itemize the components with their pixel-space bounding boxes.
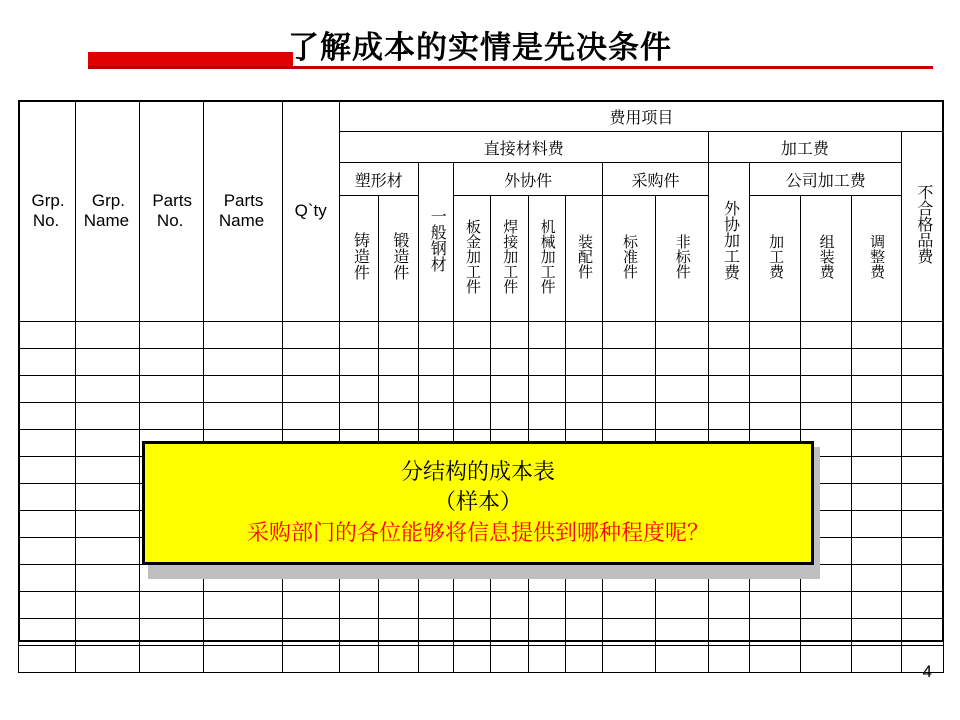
callout-line-1: 分结构的成本表 xyxy=(400,459,555,485)
cell[interactable] xyxy=(708,403,750,430)
cell[interactable] xyxy=(902,592,944,619)
cell[interactable] xyxy=(139,403,203,430)
cell[interactable] xyxy=(418,592,453,619)
cell[interactable] xyxy=(708,322,750,349)
header-welding-parts-label: 焊接加工件 xyxy=(501,218,519,294)
cell[interactable] xyxy=(76,484,140,511)
cell[interactable] xyxy=(379,646,419,673)
cell[interactable] xyxy=(800,592,851,619)
cell[interactable] xyxy=(656,376,709,403)
table-row[interactable] xyxy=(19,646,944,673)
cell[interactable] xyxy=(851,565,902,592)
cell[interactable] xyxy=(379,403,419,430)
cell[interactable] xyxy=(528,646,565,673)
col-grp-no-line2: No. xyxy=(32,211,60,230)
cell[interactable] xyxy=(603,619,656,646)
header-casting-parts-label: 铸造件 xyxy=(351,232,369,280)
cell[interactable] xyxy=(750,376,801,403)
header-sheet-metal-parts-label: 板金加工件 xyxy=(463,218,481,294)
header-machining-parts xyxy=(528,196,565,322)
cell[interactable] xyxy=(379,592,419,619)
cell[interactable] xyxy=(603,376,656,403)
cell[interactable] xyxy=(800,619,851,646)
cell[interactable] xyxy=(491,322,528,349)
cell[interactable] xyxy=(19,565,76,592)
cell[interactable] xyxy=(19,511,76,538)
cell[interactable] xyxy=(603,646,656,673)
cell[interactable] xyxy=(528,349,565,376)
cell[interactable] xyxy=(603,403,656,430)
cell[interactable] xyxy=(76,538,140,565)
cell[interactable] xyxy=(491,619,528,646)
cell[interactable] xyxy=(902,376,944,403)
col-grp-no xyxy=(19,101,76,322)
cell[interactable] xyxy=(203,619,282,646)
table-row[interactable] xyxy=(19,376,944,403)
header-general-steel-label: 一般钢材 xyxy=(428,207,446,272)
cell[interactable] xyxy=(76,619,140,646)
cell[interactable] xyxy=(565,619,602,646)
col-qty xyxy=(282,101,339,322)
cell[interactable] xyxy=(851,349,902,376)
cell[interactable] xyxy=(708,592,750,619)
header-assembly-parts xyxy=(565,196,602,322)
cell[interactable] xyxy=(750,646,801,673)
col-parts-no-line2: No. xyxy=(156,211,184,230)
callout-box xyxy=(142,441,814,565)
cell[interactable] xyxy=(800,349,851,376)
cell[interactable] xyxy=(851,403,902,430)
cell[interactable] xyxy=(528,376,565,403)
cell[interactable] xyxy=(203,403,282,430)
table-row[interactable] xyxy=(19,322,944,349)
cell[interactable] xyxy=(282,322,339,349)
cell[interactable] xyxy=(76,646,140,673)
cell[interactable] xyxy=(339,322,379,349)
cell[interactable] xyxy=(750,322,801,349)
col-parts-no xyxy=(139,101,203,322)
cell[interactable] xyxy=(902,349,944,376)
cell[interactable] xyxy=(603,349,656,376)
cell[interactable] xyxy=(800,322,851,349)
cell[interactable] xyxy=(800,403,851,430)
header-nonstandard-parts-label: 非标件 xyxy=(673,233,691,279)
cell[interactable] xyxy=(453,619,490,646)
col-grp-name-line2: Name xyxy=(83,211,130,230)
table-row[interactable] xyxy=(19,619,944,646)
cell[interactable] xyxy=(603,592,656,619)
cell[interactable] xyxy=(851,430,902,457)
cell[interactable] xyxy=(418,322,453,349)
header-adjustment-fee xyxy=(851,196,902,322)
header-plastic-material: 塑形材 xyxy=(339,163,418,196)
cell[interactable] xyxy=(528,403,565,430)
col-grp-name xyxy=(76,101,140,322)
table-row[interactable] xyxy=(19,349,944,376)
cell[interactable] xyxy=(528,322,565,349)
cell[interactable] xyxy=(656,646,709,673)
cell[interactable] xyxy=(139,322,203,349)
col-parts-no-line1: Parts xyxy=(152,191,192,210)
cell[interactable] xyxy=(565,403,602,430)
cell[interactable] xyxy=(902,457,944,484)
cell[interactable] xyxy=(851,322,902,349)
col-grp-no-line1: Grp. xyxy=(31,191,65,210)
cell[interactable] xyxy=(19,484,76,511)
cell[interactable] xyxy=(339,376,379,403)
header-casting-parts xyxy=(339,196,379,322)
cell[interactable] xyxy=(379,349,419,376)
cost-table xyxy=(18,100,944,673)
cell[interactable] xyxy=(282,403,339,430)
cell[interactable] xyxy=(491,592,528,619)
cell[interactable] xyxy=(339,646,379,673)
cell[interactable] xyxy=(76,592,140,619)
cell[interactable] xyxy=(453,322,490,349)
cell[interactable] xyxy=(902,322,944,349)
cell[interactable] xyxy=(565,376,602,403)
cell[interactable] xyxy=(851,511,902,538)
cell[interactable] xyxy=(339,403,379,430)
cell[interactable] xyxy=(203,349,282,376)
cell[interactable] xyxy=(282,619,339,646)
header-direct-material: 直接材料费 xyxy=(339,132,708,163)
cell[interactable] xyxy=(203,646,282,673)
header-assembly-parts-label: 装配件 xyxy=(575,233,593,279)
header-forging-parts xyxy=(379,196,419,322)
cell[interactable] xyxy=(203,376,282,403)
header-processing-fee xyxy=(750,196,801,322)
cell[interactable] xyxy=(750,349,801,376)
cell[interactable] xyxy=(453,403,490,430)
cell[interactable] xyxy=(139,619,203,646)
cell[interactable] xyxy=(851,538,902,565)
cell[interactable] xyxy=(76,403,140,430)
cell[interactable] xyxy=(708,646,750,673)
cell[interactable] xyxy=(19,538,76,565)
header-company-processing: 公司加工费 xyxy=(750,163,902,196)
cell[interactable] xyxy=(76,511,140,538)
col-grp-name-line1: Grp. xyxy=(91,191,125,210)
cell[interactable] xyxy=(656,619,709,646)
header-standard-parts xyxy=(603,196,656,322)
cell[interactable] xyxy=(76,457,140,484)
cell[interactable] xyxy=(339,592,379,619)
cell[interactable] xyxy=(282,592,339,619)
header-expense-items: 费用项目 xyxy=(339,101,943,132)
cell[interactable] xyxy=(282,376,339,403)
cell[interactable] xyxy=(19,592,76,619)
cell[interactable] xyxy=(453,592,490,619)
cell[interactable] xyxy=(851,619,902,646)
header-standard-parts-label: 标准件 xyxy=(621,233,639,279)
cell[interactable] xyxy=(418,403,453,430)
cell[interactable] xyxy=(491,403,528,430)
cell[interactable] xyxy=(453,376,490,403)
cell[interactable] xyxy=(19,430,76,457)
cell[interactable] xyxy=(19,349,76,376)
callout-line-3: 采购部门的各位能够将信息提供到哪种程度呢？ xyxy=(246,519,709,545)
cell[interactable] xyxy=(19,457,76,484)
header-defective-cost xyxy=(902,132,944,322)
cell[interactable] xyxy=(379,376,419,403)
callout-line-2: （样本） xyxy=(433,489,522,515)
header-defective-cost-label: 不合格品费 xyxy=(914,184,932,264)
cell[interactable] xyxy=(379,322,419,349)
cell[interactable] xyxy=(379,619,419,646)
cell[interactable] xyxy=(800,646,851,673)
cell[interactable] xyxy=(902,430,944,457)
cell[interactable] xyxy=(139,376,203,403)
cell[interactable] xyxy=(203,592,282,619)
cell[interactable] xyxy=(19,619,76,646)
header-processing: 加工费 xyxy=(708,132,901,163)
cell[interactable] xyxy=(76,349,140,376)
cell[interactable] xyxy=(76,376,140,403)
cell[interactable] xyxy=(565,646,602,673)
cell[interactable] xyxy=(565,322,602,349)
cell[interactable] xyxy=(19,322,76,349)
cell[interactable] xyxy=(339,349,379,376)
page-title: 了解成本的实情是先决条件 xyxy=(288,30,672,65)
cell[interactable] xyxy=(902,484,944,511)
cell[interactable] xyxy=(851,592,902,619)
cell[interactable] xyxy=(656,322,709,349)
header-outsourced-processing-cost xyxy=(708,163,750,322)
header-welding-parts xyxy=(491,196,528,322)
cell[interactable] xyxy=(851,484,902,511)
cell[interactable] xyxy=(528,619,565,646)
cell[interactable] xyxy=(19,403,76,430)
cell[interactable] xyxy=(851,646,902,673)
header-purchased-parts: 采购件 xyxy=(603,163,708,196)
header-sheet-metal-parts xyxy=(453,196,490,322)
header-adjustment-fee-label: 调整费 xyxy=(868,233,886,279)
cell[interactable] xyxy=(902,511,944,538)
cell[interactable] xyxy=(565,349,602,376)
cell[interactable] xyxy=(528,592,565,619)
cell[interactable] xyxy=(453,646,490,673)
cell[interactable] xyxy=(851,457,902,484)
cell[interactable] xyxy=(902,619,944,646)
cell[interactable] xyxy=(656,592,709,619)
col-parts-name-line2: Name xyxy=(218,211,265,230)
cell[interactable] xyxy=(491,646,528,673)
header-nonstandard-parts xyxy=(656,196,709,322)
cell[interactable] xyxy=(656,403,709,430)
table-row[interactable] xyxy=(19,403,944,430)
col-parts-name-line1: Parts xyxy=(223,191,264,210)
cell[interactable] xyxy=(902,538,944,565)
cell[interactable] xyxy=(76,322,140,349)
cell[interactable] xyxy=(76,430,140,457)
header-machining-parts-label: 机械加工件 xyxy=(538,218,556,294)
header-row-top xyxy=(19,101,944,132)
cell[interactable] xyxy=(139,592,203,619)
cell[interactable] xyxy=(708,349,750,376)
cell[interactable] xyxy=(203,322,282,349)
cell[interactable] xyxy=(491,349,528,376)
cell[interactable] xyxy=(656,349,709,376)
cell[interactable] xyxy=(708,619,750,646)
cell[interactable] xyxy=(418,619,453,646)
header-assembly-fee-label: 组装费 xyxy=(817,233,835,279)
cell[interactable] xyxy=(750,592,801,619)
cell[interactable] xyxy=(19,376,76,403)
cell[interactable] xyxy=(565,592,602,619)
cell[interactable] xyxy=(800,376,851,403)
header-assembly-fee xyxy=(800,196,851,322)
header-outsourced-parts: 外协件 xyxy=(453,163,602,196)
cell[interactable] xyxy=(708,376,750,403)
cell[interactable] xyxy=(902,403,944,430)
header-outsourced-processing-cost-label: 外协加工费 xyxy=(721,199,739,280)
cell[interactable] xyxy=(750,619,801,646)
header-general-steel xyxy=(418,163,453,322)
cell[interactable] xyxy=(282,646,339,673)
cell[interactable] xyxy=(750,403,801,430)
table-row[interactable] xyxy=(19,592,944,619)
cell[interactable] xyxy=(139,646,203,673)
cell[interactable] xyxy=(418,376,453,403)
col-parts-name xyxy=(203,101,282,322)
cell[interactable] xyxy=(902,565,944,592)
cell[interactable] xyxy=(339,619,379,646)
cell[interactable] xyxy=(282,349,339,376)
cell[interactable] xyxy=(418,349,453,376)
cell[interactable] xyxy=(851,376,902,403)
cell[interactable] xyxy=(76,565,140,592)
cell[interactable] xyxy=(491,376,528,403)
header-processing-fee-label: 加工费 xyxy=(767,233,785,279)
col-qty-label: Q`ty xyxy=(294,201,327,220)
cell[interactable] xyxy=(453,349,490,376)
cell[interactable] xyxy=(19,646,76,673)
page-number: 4 xyxy=(922,662,932,681)
header-forging-parts-label: 锻造件 xyxy=(390,232,408,280)
cell[interactable] xyxy=(418,646,453,673)
cell[interactable] xyxy=(139,349,203,376)
cell[interactable] xyxy=(603,322,656,349)
